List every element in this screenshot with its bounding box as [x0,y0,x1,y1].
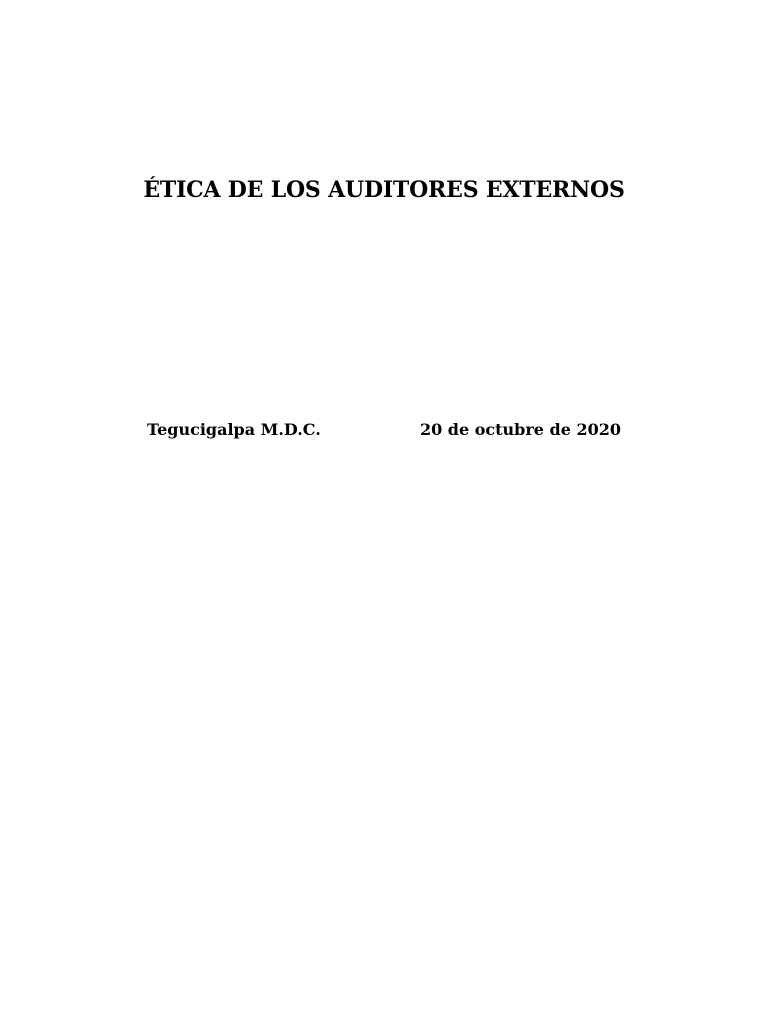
document-title: ÉTICA DE LOS AUDITORES EXTERNOS [143,177,625,203]
place-text: Tegucigalpa M.D.C. [147,420,321,439]
date-text: 20 de octubre de 2020 [419,420,621,439]
place-date-line [147,420,621,444]
